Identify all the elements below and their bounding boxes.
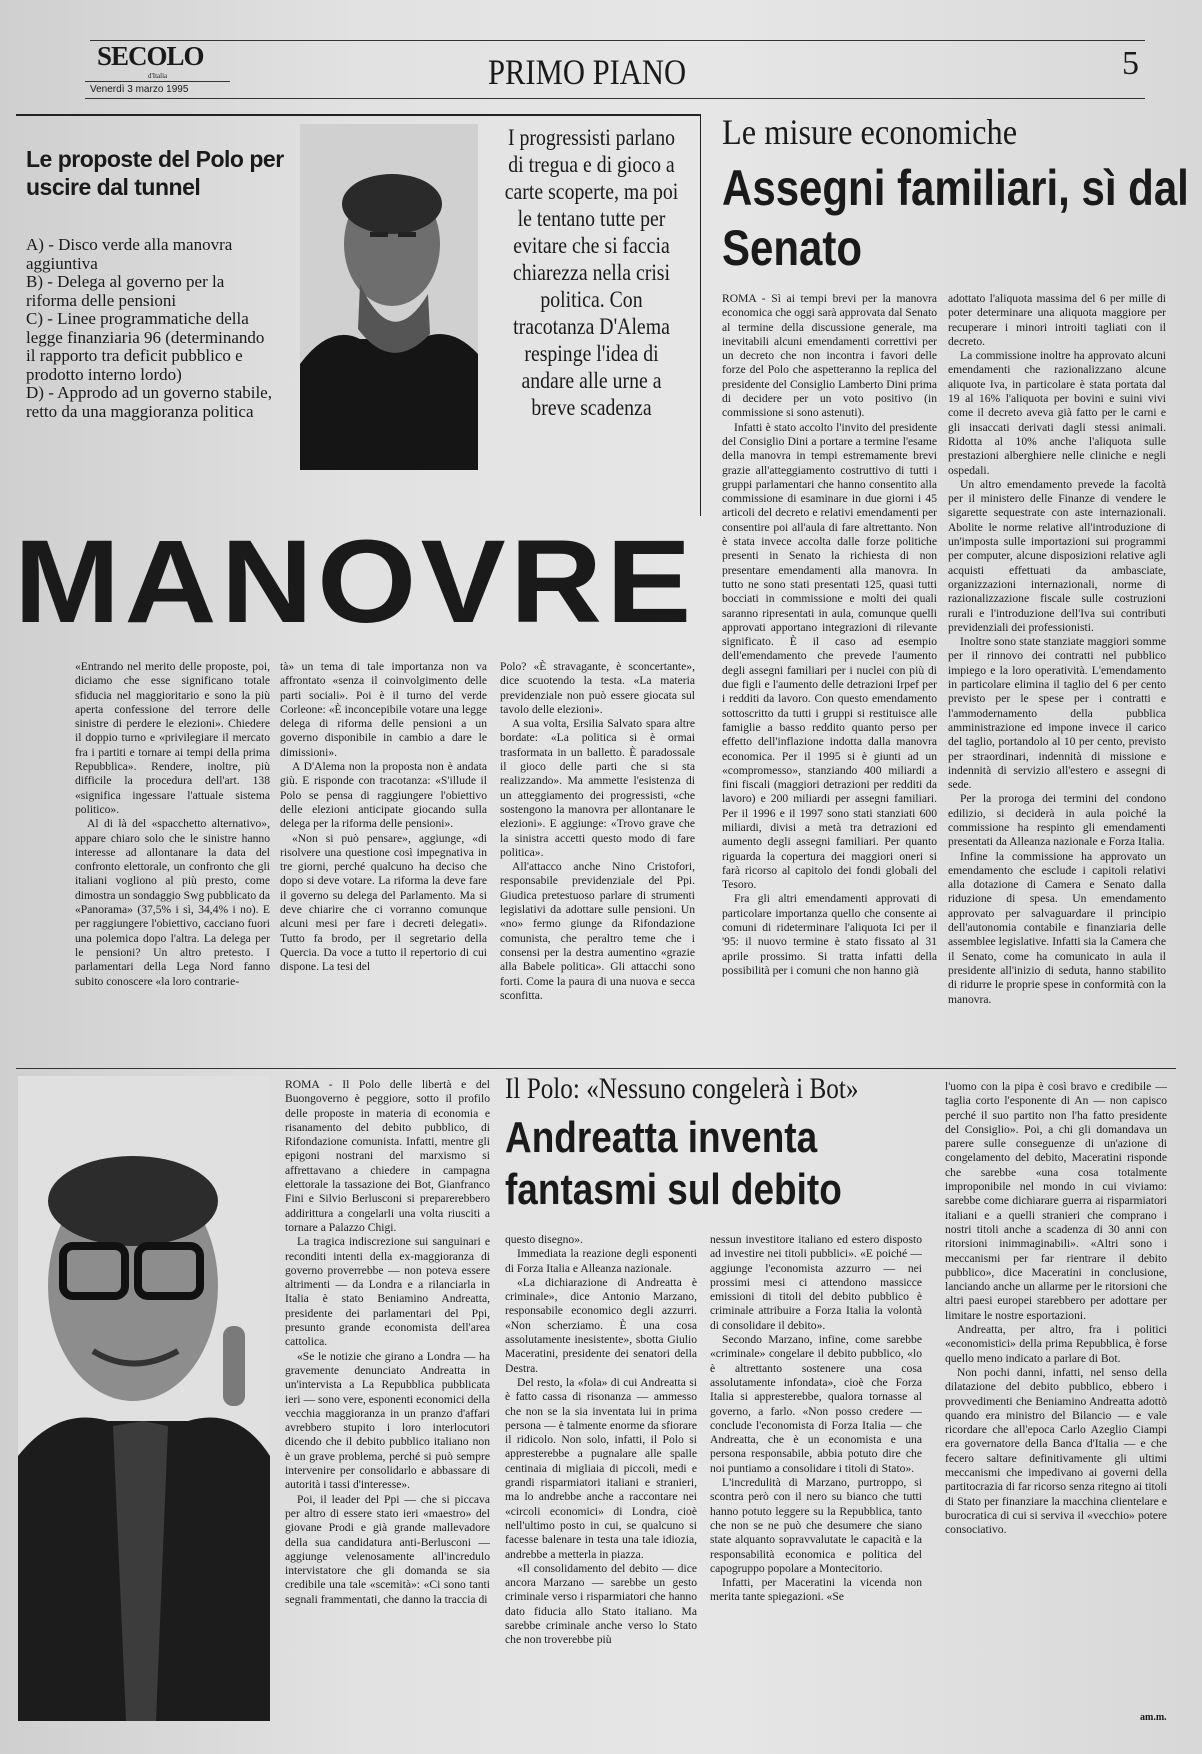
paragraph: Polo? «È stravagante, è sconcertante», dice scuotendo la testa. «La materia previdenziale non può essere giocata sul tavolo delle elezioni». <box>500 660 695 716</box>
paragraph: Inoltre sono state stanziate maggiori somme per il rinnovo dei contratti nel pubblico impiego e la loro operatività. L'emendamento in particolare elimina il taglio del 6 per cento previsto per le spese per i contratti e l'ammodernamento della pubblica amministrazione ed impone invece il carico del taglio, portandolo al 10 per cento, previsto per straordinari, indennità di missione e indennità di servizio all'estero e assegni di sede. <box>948 635 1166 792</box>
header-top-rule <box>90 40 1145 41</box>
andreatta-column-3 <box>710 1233 922 1723</box>
paragraph: Poi, il leader del Ppi — che si piccava per altro di essere stato ieri «maestro» del giovane Prodi e già grande mallevadore della sua candidatura anti-Berlusconi — aggiunge velenosamente all'incredulo intervistatore che gli domanda se sia credibile una tale «scemità»: «Ci sono tanti segnali frammentati, che danno la traccia di <box>285 1492 490 1606</box>
andreatta-column-1 <box>285 1078 490 1723</box>
paragraph: nessun investitore italiano ed estero disposto ad investire nei titoli pubblici». «E poiché — aggiunge l'economista azzurro — nei prossimi mesi ci attendono massicce emissioni di titoli del debito pubblico è criminale attribuire a Forza Italia la volontà di consolidare il debito». <box>710 1233 922 1332</box>
andreatta-kicker: Il Polo: «Nessuno congelerà i Bot» <box>505 1072 859 1105</box>
paragraph: La commissione inoltre ha approvato alcuni emendamenti che razionalizzano alcune aliquote Iva, in particolare è stata portata dal 19 al 16% l'aliquota per bovini e suini vivi come il decreto aveva già fatto per le carni e gli insaccati derivati dagli stessi animali. Ridotta al 10% anche l'aliquota sulle prestazioni alberghiere nelle cliniche e negli ospedali. <box>948 349 1166 477</box>
paragraph: L'incredulità di Marzano, purtroppo, si scontra però con il nero su bianco che tutti hanno potuto leggere su la Repubblica, tanto che non se ne può che desumere che siano state alquanto sopravvalutate le capacità e la responsabilità economica e politica del capogruppo popolare a Montecitorio. <box>710 1476 922 1575</box>
berlusconi-photo <box>300 124 478 470</box>
manovre-column-2 <box>280 660 487 1052</box>
paragraph: Del resto, la «fola» di cui Andreatta si è fatto cassa di risonanza — ammesso che non se la sia inventata lui in prima persona — è talmente enorme da sfiorare il ridicolo. Non solo, infatti, il Polo si appresterebbe a pugnalare alle spalle centinaia di migliaia di piccoli, medi e grandi risparmiatori italiani e stranieri, ma lo andrebbe anche a raccontare nei «circoli economici» di Londra, cioè nell'ultimo posto in cui, se qualcuno si facesse balenare in testa una tale idiozia, andrebbe a metterla in piazza. <box>505 1375 697 1561</box>
masthead-logo: SECOLO <box>97 41 204 71</box>
paragraph: Fra gli altri emendamenti approvati di particolare importanza quello che consente ai comuni di rideterminare l'aliquota Ici per il '95: il nuovo termine è stato fissato al 31 aprile prossimo. Si tratta infatti della possibilità per i comuni che non hanno già <box>722 892 937 977</box>
paragraph: adottato l'aliquota massima del 6 per mille di poter determinare una aliquota maggiore per recuperare i minori introiti tagliati con il decreto. <box>948 292 1166 348</box>
paragraph: «Il consolidamento del debito — dice ancora Marzano — sarebbe un gesto criminale verso i risparmiatori che hanno dato fiducia allo Stato italiano. Ma sarebbe criminale anche verso lo Stato che non troverebbe più <box>505 1561 697 1647</box>
andreatta-column-4 <box>945 1080 1167 1708</box>
andreatta-column-2 <box>505 1233 697 1723</box>
paragraph: Al di là del «spacchetto alternativo», appare chiaro solo che le sinistre hanno interesse ad allontanare la data del confronto elettorale, un confronto che gli italiani vogliono al più presto, come dimostra un sondaggio Swg pubblicato da «Panorama» (37,5% i sì, 34,4% i no). E per raggiungere l'obiettivo, cacciano fuori una polemica dopo l'altra. La delega per le pensioni? Un altro pretesto. I parlamentari della Lega Nord fanno subito conoscere «la loro contrarie- <box>75 817 270 988</box>
issue-date: Venerdì 3 marzo 1995 <box>90 84 189 95</box>
assegni-headline: Assegni familiari, sì dal Senato <box>722 160 1189 276</box>
assegni-kicker: Le misure economiche <box>722 112 1018 152</box>
pull-quote: I progressisti parlano di tregua e di gioco a carte scoperte, ma poi le tentano tutte per evitare che si faccia chiarezza nella crisi politica. Con tracotanza D'Alema respinge l'idea di andare alle urne a breve scadenza <box>504 125 679 420</box>
paragraph: Immediata la reazione degli esponenti di Forza Italia e Alleanza nazionale. <box>505 1247 697 1275</box>
paragraph: «Non si può pensare», aggiunge, «di risolvere una questione così impegnativa in tre giorni, perché qualcuno ha deciso che dopo si deve votare. La riforma la deve fare il governo su delega del Parlamento. Ma si deve chiarire che ci vorranno comunque alcuni mesi per fare i decreti delegati». Tutto fa brodo, per il segretario della Quercia. Da voce a tutto il repertorio di cui dispone. La tesi del <box>280 831 487 974</box>
paragraph: «La dichiarazione di Andreatta è criminale», dice Antonio Marzano, responsabile economico degli azzurri. «Non scherziamo. È una cosa assolutamente inesistente», sbotta Giulio Maceratini, presidente dei senatori della Destra. <box>505 1275 697 1375</box>
proposal-item: D) - Approdo ad un governo stabile, retto da una maggioranza politica <box>26 383 272 421</box>
header-bottom-rule <box>85 98 1145 99</box>
manovre-headline: MANOVRE <box>14 516 696 648</box>
page-number: 5 <box>1122 45 1139 82</box>
paragraph: ROMA - Sì ai tempi brevi per la manovra economica che oggi sarà approvata dal Senato al termine della discussione generale, ma inevitabili alcuni emendamenti correttivi per un decreto che non incontra i favori delle forze del Polo che aspetteranno la replica del presidente del Consiglio Lamberto Dini prima di decidere per un voto positivo (in commissione si sono astenuti). <box>722 292 937 420</box>
paragraph: Infatti, per Maceratini la vicenda non merita tante spiegazioni. «Se <box>710 1576 922 1604</box>
manovre-column-1 <box>75 660 270 1052</box>
paragraph: l'uomo con la pipa è così bravo e credibile — taglia corto l'esponente di An — non capisco perché il suo partito non l'ha fatto presidente del Consiglio». Poi, a chi gli domandava un parere sulle conseguenze di un'azione di congelamento del debito, Maceratini risponde che sarebbe «una cosa totalmente improponibile nel mondo in cui viviamo: sarebbe come dichiarare guerra ai risparmiatori italiani e a quelli stranieri che comprano i nostri titoli anche a scadenza di 30 anni con ritorsioni inimmaginabili». «Altri sono i meccanismi per far rientrare il debito pubblico», dice Maceratini in conclusione, lanciando anche un allarme per le ritorsioni che altri paesi europei starebbero per adottare per limitare le nostre esportazioni. <box>945 1080 1167 1322</box>
paragraph: questo disegno». <box>505 1233 583 1246</box>
paragraph: Andreatta, per altro, fra i politici «economistici» della prima Repubblica, è forse quello meno indicato a parlare di Bot. <box>945 1323 1167 1365</box>
proposal-item: C) - Linee programmatiche della legge finanziaria 96 (determinando il rapporto tra deficit pubblico e prodotto interno lordo) <box>26 309 265 384</box>
masthead-rule <box>85 81 230 82</box>
paragraph: A sua volta, Ersilia Salvato spara altre bordate: «La politica si è ormai trasformata in un balletto. È paradossale il gioco delle parti che si sta realizzando». Ma ammette l'esistenza di un atteggiamento dei progressisti, «che sostengono la manovra per allontanare le elezioni». E aggiunge: «Trovo grave che la sinistra accetti questo modo di fare politica». <box>500 717 695 859</box>
polo-proposals-list <box>26 236 276 421</box>
paragraph: ROMA - Il Polo delle libertà e del Buongoverno è peggiore, sotto il profilo delle proposte in materia di economia e risanamento del debito pubblico, di Rifondazione comunista. Infatti, mentre gli epigoni nostrani del marxismo si affrettavano a chiedere in campagna elettorale la tassazione dei Bot, Gianfranco Fini e Silvio Berlusconi si preparerebbero addirittura a congelarli una volta riusciti a tornare a Palazzo Chigi. <box>285 1078 490 1234</box>
paragraph: Secondo Marzano, infine, come sarebbe «criminale» congelare il debito pubblico, «lo è altrettanto sostenere una cosa assolutamente infondata», cioè che Forza Italia si appresterebbe, qualora tornasse al governo, a farlo. «Non posso credere — conclude l'economista di Forza Italia — che Andreatta, che è un economista e una persona responsabile, abbia potuto dire che noi puntiamo a consolidare i titoli di Stato». <box>710 1333 922 1475</box>
paragraph: La tragica indiscrezione sui sanguinari e reconditi intenti della ex-maggioranza di governo proverrebbe — non poteva essere altrimenti — da Londra e a rilanciarla in Italia è stato Beniamino Andreatta, presidente dei parlamentari del Ppi, presunto grande economista dell'area cattolica. <box>285 1235 490 1349</box>
proposal-item: A) - Disco verde alla manovra aggiuntiva <box>26 235 233 273</box>
author-byline: am.m. <box>1140 1712 1167 1723</box>
proposal-item: B) - Delega al governo per la riforma delle pensioni <box>26 272 225 310</box>
andreatta-photo <box>18 1076 270 1721</box>
paragraph: «Entrando nel merito delle proposte, poi, diciamo che esse significano totale sfiducia nel maggioritario e sono la più aperta confessione del terrore delle sinistre di perdere le elezioni». Chiedere il doppio turno e «privilegiare il mercato fra i partiti e tornare ai tempi della prima Repubblica». Rendere, inoltre, più difficile la procedura dell'art. 138 «significa ingessare l'attuale sistema politico». <box>75 660 270 816</box>
paragraph: Per la proroga dei termini del condono edilizio, si deciderà in aula poiché la commissione ha respinto gli emendamenti presentati da Alleanza nazionale e Forza Italia. <box>948 792 1166 849</box>
paragraph: Infatti è stato accolto l'invito del presidente del Consiglio Dini a portare a termine l'esame della manovra in tempi estremamente brevi grazie all'atteggiamento costruttivo di tutti i gruppi parlamentari che hanno consentito alla commissione di esaminare in due giorni i 45 articoli del decreto e relativi emendamenti per consentire poi all'aula di fare altrettanto. Non è stata invece accolta dalle forze politiche presenti in Senato la richiesta di non presentare emendamenti alla manovra. In tutto ne sono stati presentati 125, quasi tutti bocciati in commissione e molti dei quali saranno ripresentati in aula, comunque quelli approvati apportano integrazioni di rilevante significato. È il caso ad esempio dell'emendamento che prevede l'aumento degli assegni familiari per i nuclei con più di due figli e l'aumento delle detrazioni Irpef per i redditi da lavoro. Con questo emendamento sottoscritto da tutti i gruppi si restituisce alle famiglie a basso reddito quanto perso per effetto dell'inflazione indotta dalla manovra economica. Per il 1995 si è giunti ad un «compromesso», stanziando 400 miliardi a fini fiscali (maggiori detrazioni per redditi da lavoro) e 200 miliardi per assegni familiari. Per il 1996 e il 1997 sono stati stanziati 600 miliardi, divisi a metà tra detrazioni ed aumento degli assegni familiari. Per quanto riguarda la copertura dei maggiori oneri si farà ricorso al capitolo dei fondi globali del Tesoro. <box>722 420 937 892</box>
paragraph: A D'Alema non la proposta non è andata giù. E risponde con tracotanza: «S'illude il Polo se pensa di raggiungere l'obiettivo delle elezioni anticipate giocando sulla delega per la riforma delle pensioni». <box>280 760 487 831</box>
paragraph: tà» un tema di tale importanza non va affrontato «senza il coinvolgimento delle parti sociali». Poi è il turno del verde Corleone: «È inconcepibile votare una legge delega di riforma delle pensioni a un governo disponibile in cambio a dare le dimissioni». <box>280 660 487 759</box>
manovre-column-3 <box>500 660 695 1052</box>
paragraph: «Se le notizie che girano a Londra — ha gravemente denunciato Andreatta in un'intervista a La Repubblica pubblicata ieri — sono vere, esponenti economici della vecchia maggioranza in un pranzo d'affari avrebbero stupito i loro interlocutori dicendo che il debito pubblico italiano non è un grave problema, perché si può sempre intervenire per consolidarlo e abbassare di autorità i tassi d'interesse». <box>285 1349 490 1492</box>
section-title: PRIMO PIANO <box>488 52 687 92</box>
polo-proposals-title: Le proposte del Polo per uscire dal tunnel <box>26 146 284 200</box>
paragraph: Non pochi danni, infatti, nel senso della dilatazione del debito pubblico, ebbero i provvedimenti che Beniamino Andreatta adottò quando era ministro del Bilancio — e vale ricordare che all'epoca Carlo Azeglio Ciampi era governatore della Banca d'Italia — e che fecero saltare definitivamente gli ultimi meccanismi che impedivano ai governi della partitocrazia di far ricorso senza ritegno ai titoli di Stato per finanziare la macchina clientelare e burocratica di cui si serviva il «vecchio» potere consociativo. <box>945 1365 1167 1537</box>
paragraph: Un altro emendamento prevede la facoltà per il ministero delle Finanze di vendere le sigarette sequestrate con aste internazionali. Abolite le norme relative all'introduzione di un'imposta sulle importazioni sui programmi per computer, alcune disposizioni relative agli acquisti effettuati da ambasciate, organizzazioni internazionali, norme di razionalizzazione fiscale sulle costruzioni rurali e l'introduzione dell'Iva sui contributi previdenziali dei professionisti. <box>948 477 1166 634</box>
assegni-column-2 <box>948 292 1166 1062</box>
assegni-column-1 <box>722 292 937 1062</box>
paragraph: Infine la commissione ha approvato un emendamento che esclude i capitoli relativi alla dotazione di Camera e Senato dalla riduzione di spesa. Un emendamento approvato per salvaguardare il principio dell'autonomia contabile e finanziaria delle assemblee legislative. Infatti sia la Camera che il Senato, come ha comunicato in aula il presidente all'inizio di seduta, hanno stabilito di ridurre le proprie spese in conformità con la manovra. <box>948 849 1166 1006</box>
portrait-image <box>18 1076 270 1721</box>
section-divider <box>16 1068 1176 1069</box>
andreatta-headline: Andreatta inventa fantasmi sul debito <box>505 1113 842 1214</box>
masthead-sub: d'Italia <box>148 72 168 80</box>
paragraph: All'attacco anche Nino Cristofori, responsabile previdenziale del Ppi. Giudica pretestuoso parlare di strumenti legislativi da adottare sulle pensioni. Un «no» fermo giunge da Rifondazione comunista, che peraltro teme che i consensi per la destra aumentino «grazie alla Babele politica». Gli attacchi sono forti. Come la paura di una nuova e secca sconfitta. <box>500 860 695 1002</box>
portrait-image <box>300 124 478 470</box>
